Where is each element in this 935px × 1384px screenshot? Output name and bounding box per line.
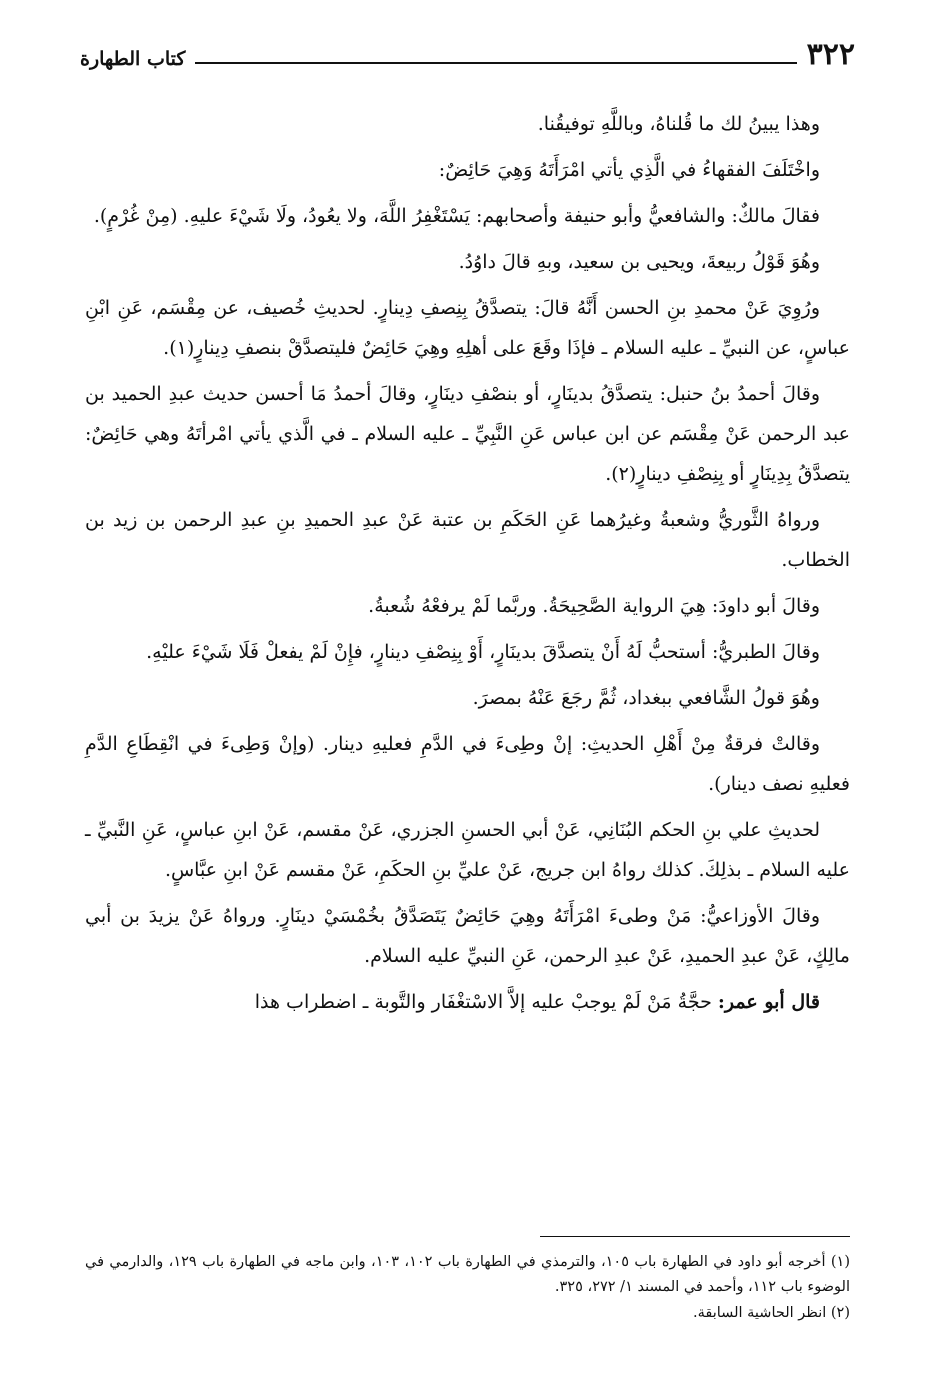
paragraph-text: حجَّةُ مَنْ لَمْ يوجبْ عليه إلاَّ الاسْتغْفَار والتَّوبة ـ اضطراب هذا: [254, 991, 718, 1013]
footnote-divider: [540, 1236, 850, 1237]
paragraph: وهذا يبينُ لك ما قُلناهُ، وباللَّهِ توفيقُنا.: [537, 113, 820, 135]
footnotes: [85, 1250, 850, 1327]
paragraph: وقالَ الطبريُّ: أستحبُّ لَهُ أَنْ يتصدَّقَ بدينَارٍ، أَوْ بِنِصْفِ دينارٍ، فإِنْ لَمْ يفعلْ فَلَا شَيْءَ عليْهِ.: [146, 641, 820, 663]
paragraph: ورُوِيَ عَنْ محمدِ بنِ الحسن أَنَّهُ قالَ: يتصدَّقُ بِنِصفِ دِينارٍ. لحديثِ خُصيف، عن مِقْسَم، عَنِ ابْنِ عباسٍ، عن النبيِّ ـ عليه السلام ـ فإذَا وقَعَ على أهلِهِ وهِيَ حَائِضٌ فليتصدَّقْ بنصفِ دِينارٍ(١).: [85, 297, 850, 359]
paragraph: وهُوَ قَوْلُ ربيعةَ، ويحيى بن سعيد، وبهِ قالَ داوُدُ.: [458, 251, 820, 273]
header-divider: [195, 62, 796, 64]
paragraph: ورواهُ الثَّوريُّ وشعبةُ وغيرُهما عَنِ الحَكَمِ بن عتبة عَنْ عبدِ الحميدِ بنِ عبدِ الرحمن بن زيد بن الخطاب.: [85, 509, 850, 571]
paragraph: وقالتْ فرقةٌ مِنْ أَهْلِ الحديثِ: إنْ وطِىءَ في الدَّمِ فعليهِ دينار. (وإنْ وَطِىءَ في انْقِطَاعِ الدَّمِ فعليهِ نصف دينار).: [85, 733, 850, 795]
footnote: (٢) انظر الحاشية السابقة.: [693, 1305, 850, 1321]
paragraph: وقالَ أحمدُ بنُ حنبل: يتصدَّقُ بدينَارٍ، أو بنصْفِ دينَارٍ، وقالَ أحمدُ مَا أحسن حديث عبدِ الحميد بن عبد الرحمن عَنْ مِقْسَم عن ابن عباس عَنِ النَّبِيِّ ـ عليه السلام ـ في الَّذي يأتي امْرأتَهُ وهي حَائِضٌ: يتصدَّقُ بِدِينَارٍ أو بِنِصْفِ دينارٍ(٢).: [85, 383, 850, 485]
paragraph: واخْتَلَفَ الفقهاءُ في الَّذِي يأتي امْرَأَتَهُ وَهِيَ حَائِضٌ:: [438, 159, 820, 181]
paragraph: وقالَ أبو داودَ: هِيَ الرواية الصَّحِيحَةُ. وربَّما لَمْ يرفعْهُ شُعبةُ.: [368, 595, 820, 617]
page-header: [80, 30, 855, 70]
running-title: كتاب الطهارة: [80, 48, 186, 70]
footnote: (١) أخرجه أبو داود في الطهارة باب ١٠٥، والترمذي في الطهارة باب ١٠٢، ١٠٣، وابن ماجه في الطهارة باب ١٢٩، والدارمي في الوضوء باب ١١٢، وأحمد في المسند ١/ ٢٧٢، ٣٢٥.: [85, 1254, 850, 1295]
paragraph: وهُوَ قولُ الشَّافعي ببغداد، ثُمَّ رجَعَ عَنْهُ بمصرَ.: [472, 687, 820, 709]
speaker-label: قال أبو عمر:: [717, 991, 820, 1013]
paragraph: فقالَ مالكٌ: والشافعيُّ وأبو حنيفة وأصحابهم: يَسْتَغْفِرُ اللَّهَ، ولا يعُودُ، ولَا شَيْءَ عليهِ. (مِنْ غُرْمٍ).: [93, 205, 820, 227]
page-number: ٣٢٢: [806, 37, 855, 72]
paragraph: وقالَ الأوزاعيُّ: مَنْ وطىءَ امْرَأَتَهُ وهِيَ حَائِضٌ يَتَصَدَّقُ بخُمْسَيْ دينَارٍ. ورواهُ عَنْ يزيدَ بن أبي مالِكٍ، عَنْ عبدِ الحميدِ، عَنْ عبدِ الرحمن، عَنِ النبيِّ عليه السلام.: [85, 905, 850, 967]
main-text: [85, 104, 850, 1028]
paragraph: لحديثِ علي بنِ الحكم البُنَانِي، عَنْ أبي الحسنِ الجزري، عَنْ مقسم، عَنْ ابنِ عباسٍ، عَنِ النَّبيِّ ـ عليه السلام ـ بذلِكَ. كذلك رواهُ ابن جريج، عَنْ عليِّ بنِ الحكَمِ، عَنْ مقسم عَنْ ابنِ عبَّاسٍ.: [85, 819, 850, 881]
paragraph: [85, 982, 850, 1022]
